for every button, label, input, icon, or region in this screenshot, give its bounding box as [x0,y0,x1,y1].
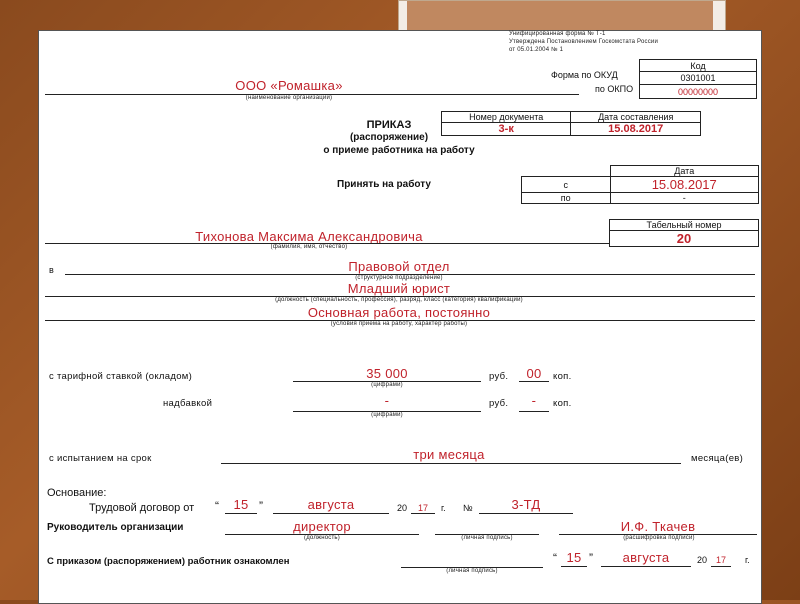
rate-kop-value: 00 [526,366,542,381]
form-note-2: Утверждена Постановлением Госкомстата России [509,39,659,45]
rate-rub-label: руб. [489,371,509,382]
conditions-caption: (условия приема на работу, характер работы) [330,321,468,327]
acknowledge-quote-open: “ [553,551,557,565]
contract-month-line [273,513,389,514]
codes-table [639,59,757,99]
contract-year-label: г. [441,503,446,513]
contract-day-line [225,513,257,514]
order-topic: о приеме работника на работу [323,145,475,156]
contract-number: 3-ТД [511,497,541,512]
head-name-caption: (расшифровка подписи) [623,535,695,541]
acknowledge-year-line [711,566,731,567]
probation-unit: месяца(ев) [691,453,744,464]
employee-name-caption: (фамилия, имя, отчество) [270,244,348,250]
acknowledge-day: 15 [566,550,582,565]
acknowledge-month: августа [622,550,670,565]
acknowledge-year-suffix: 17 [715,555,726,565]
okud-value: 0301001 [640,72,757,85]
organization-caption: (наименование организации) [245,95,333,101]
head-position-caption: (должность) [304,535,340,541]
contract-year-prefix: 20 [397,503,408,513]
order-title: ПРИКАЗ [366,119,412,131]
department-value: Правовой отдел [348,259,450,274]
hire-from-date: 15.08.2017 [610,177,759,193]
rate-label: с тарифной ставкой (окладом) [49,371,193,382]
head-signature-caption: (личная подпись) [461,535,513,541]
doc-date-header: Дата составления [571,112,701,123]
contract-day: 15 [233,497,249,512]
bonus-kop-line [519,411,549,412]
position-caption: (должность (специальность, профессия), разряд, класс (категория) квалификации) [275,297,523,303]
rate-kop-line [519,381,549,382]
bonus-value: - [384,393,390,408]
department-caption: (структурное подразделение) [355,275,443,281]
basis-label: Основание: [47,487,107,499]
bonus-rub-label: руб. [489,398,509,409]
contract-number-label: № [463,503,473,513]
tab-number: 20 [610,231,759,247]
acknowledge-label: С приказом (распоряжением) работник ознакомлен [47,556,290,567]
doc-date: 15.08.2017 [571,123,701,136]
bonus-caption: (цифрами) [371,412,403,418]
code-header: Код [640,60,757,72]
contract-number-line [479,513,573,514]
okpo-value: 00000000 [640,85,757,99]
organization-name: ООО «Ромашка» [235,78,343,93]
tab-number-header: Табельный номер [610,220,759,231]
hire-label: Принять на работу [337,179,431,190]
head-label: Руководитель организации [47,522,184,533]
probation-value: три месяца [413,447,485,462]
doc-number: 3-к [442,123,571,136]
order-subtitle: (распоряжение) [349,132,429,143]
position-value: Младший юрист [347,281,451,296]
doc-number-header: Номер документа [442,112,571,123]
bonus-label: надбавкой [163,398,213,409]
hire-to-label: по [522,193,611,204]
bonus-kop-label: коп. [553,398,572,409]
rate-value: 35 000 [366,366,408,381]
acknowledge-signature-caption: (личная подпись) [446,568,498,574]
acknowledge-month-line [601,566,691,567]
head-position: директор [293,519,351,534]
tab-number-table [609,219,759,247]
contract-quote-close: ” [259,499,263,513]
acknowledge-year-prefix: 20 [697,555,708,565]
contract-label: Трудовой договор от [89,502,195,514]
bonus-kop-value: - [531,393,537,408]
hire-from-label: с [522,177,611,193]
order-number-table [441,111,701,136]
conditions-value: Основная работа, постоянно [307,305,491,320]
hire-date-header: Дата [610,166,759,177]
contract-quote-open: “ [215,499,219,513]
probation-label: с испытанием на срок [49,453,152,464]
hire-to-date: - [610,193,759,204]
acknowledge-day-line [561,566,587,567]
in-label: в [49,265,54,275]
okud-label: Форма по ОКУД [551,70,618,80]
head-name: И.Ф. Ткачев [620,519,696,534]
probation-line [221,463,681,464]
rate-kop-label: коп. [553,371,572,382]
acknowledge-quote-close: ” [589,551,593,565]
contract-year-line [411,513,435,514]
order-form-t1 [38,30,762,604]
contract-month: августа [307,497,355,512]
form-note-3: от 05.01.2004 № 1 [509,47,564,53]
form-note-1: Унифицированная форма № Т-1 [509,31,606,37]
contract-year-suffix: 17 [417,503,428,513]
acknowledge-year-label: г. [745,555,750,565]
employee-name: Тихонова Максима Александровича [195,229,423,244]
hire-dates-table [521,165,759,204]
rate-caption: (цифрами) [371,382,403,388]
okpo-label: по ОКПО [595,84,634,94]
